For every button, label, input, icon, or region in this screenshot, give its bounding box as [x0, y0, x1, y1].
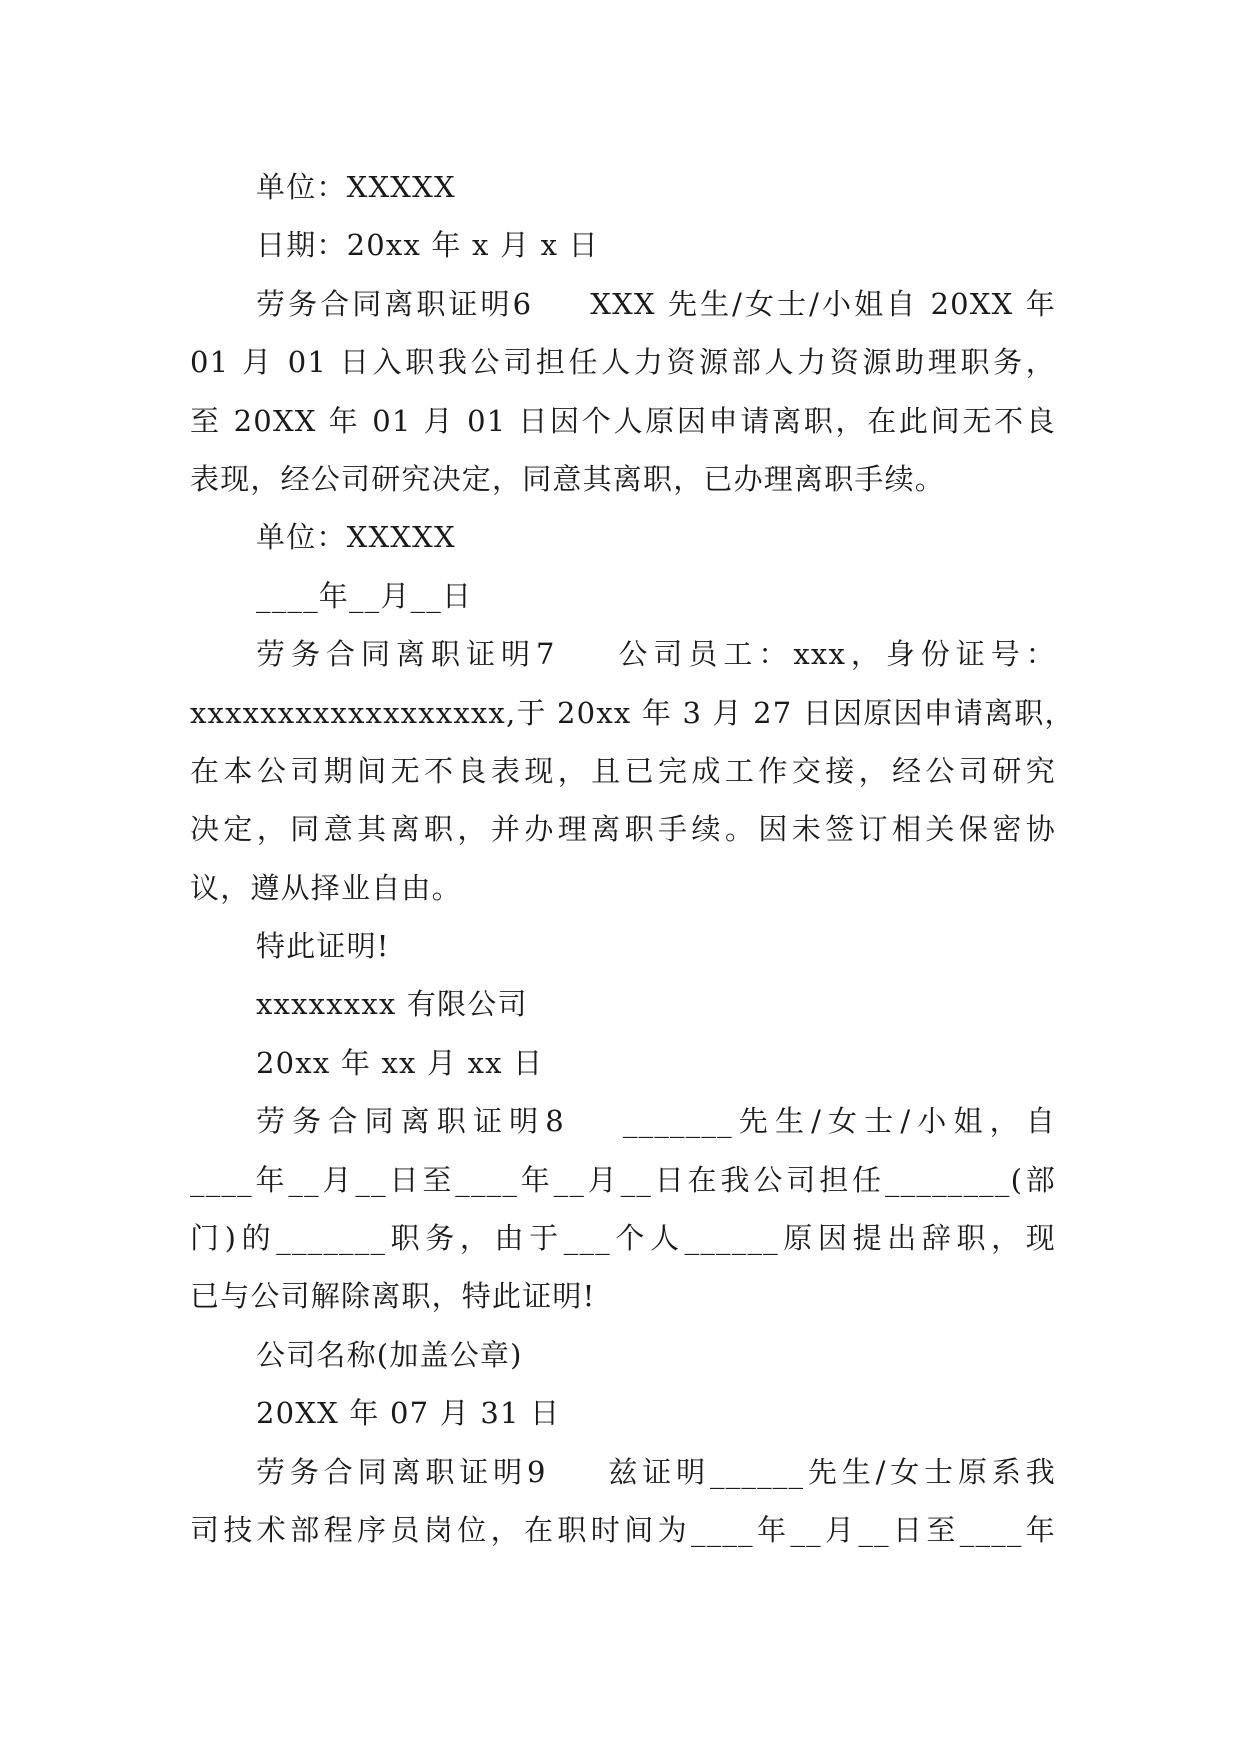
- certificate-8-title: 劳务合同离职证明8: [256, 1104, 565, 1139]
- certificate-6-heading: [190, 275, 1056, 333]
- body-line: 已与公司解除离职，特此证明!: [190, 1279, 596, 1314]
- company-seal-line: 公司名称(加盖公章): [256, 1337, 523, 1372]
- body-line: ____年__月__日至____年__月__日在我公司担任________(部: [190, 1162, 1056, 1197]
- blank-date-line: ____年__月__日: [256, 578, 473, 613]
- certificate-7-title: 劳务合同离职证明7: [256, 637, 556, 672]
- body-line: xxxxxxxxxxxxxxxxxx,于 20xx 年 3 月 27 日因原因申请离职，: [190, 695, 1075, 730]
- body-line: 司技术部程序员岗位，在职时间为____年__月__日至____年: [190, 1512, 1056, 1547]
- body-line: 表现，经公司研究决定，同意其离职，已办理离职手续。: [190, 461, 946, 496]
- body-line: 门)的_______职务，由于___个人______原因提出辞职，现: [190, 1221, 1056, 1256]
- date-line: 20xx 年 xx 月 xx 日: [256, 1045, 544, 1080]
- certificate-9-heading: [190, 1443, 1056, 1501]
- unit-line: 单位：XXXXX: [256, 170, 456, 204]
- body-line: 议，遵从择业自由。: [190, 870, 462, 905]
- certificate-6-title: 劳务合同离职证明6: [256, 286, 533, 321]
- certificate-8-intro: _______先生/女士/小姐，自: [622, 1104, 1056, 1139]
- date-line: 日期：20xx 年 x 月 x 日: [256, 228, 599, 263]
- date-line: 20XX 年 07 月 31 日: [256, 1396, 561, 1431]
- certificate-9-title: 劳务合同离职证明9: [256, 1454, 547, 1489]
- certificate-6-intro: XXX 先生/女士/小姐自 20XX 年: [590, 286, 1056, 321]
- certificate-9-intro: 兹证明______先生/女士原系我: [604, 1454, 1056, 1489]
- certificate-8-heading: [190, 1092, 1056, 1150]
- document-body: [190, 158, 1075, 1559]
- body-line: 至 20XX 年 01 月 01 日因个人原因申请离职，在此间无不良: [190, 403, 1056, 438]
- unit-line: 单位：XXXXX: [256, 520, 456, 555]
- certificate-7-intro: 公司员工：xxx，身份证号：: [613, 637, 1056, 672]
- certificate-7-heading: [190, 625, 1056, 683]
- certify-line: 特此证明!: [256, 929, 390, 964]
- company-name-line: xxxxxxxx 有限公司: [256, 987, 528, 1022]
- body-line: 01 月 01 日入职我公司担任人力资源部人力资源助理职务，: [190, 345, 1056, 380]
- body-line: 在本公司期间无不良表现，且已完成工作交接，经公司研究: [190, 753, 1056, 788]
- body-line: 决定，同意其离职，并办理离职手续。因未签订相关保密协: [190, 812, 1056, 847]
